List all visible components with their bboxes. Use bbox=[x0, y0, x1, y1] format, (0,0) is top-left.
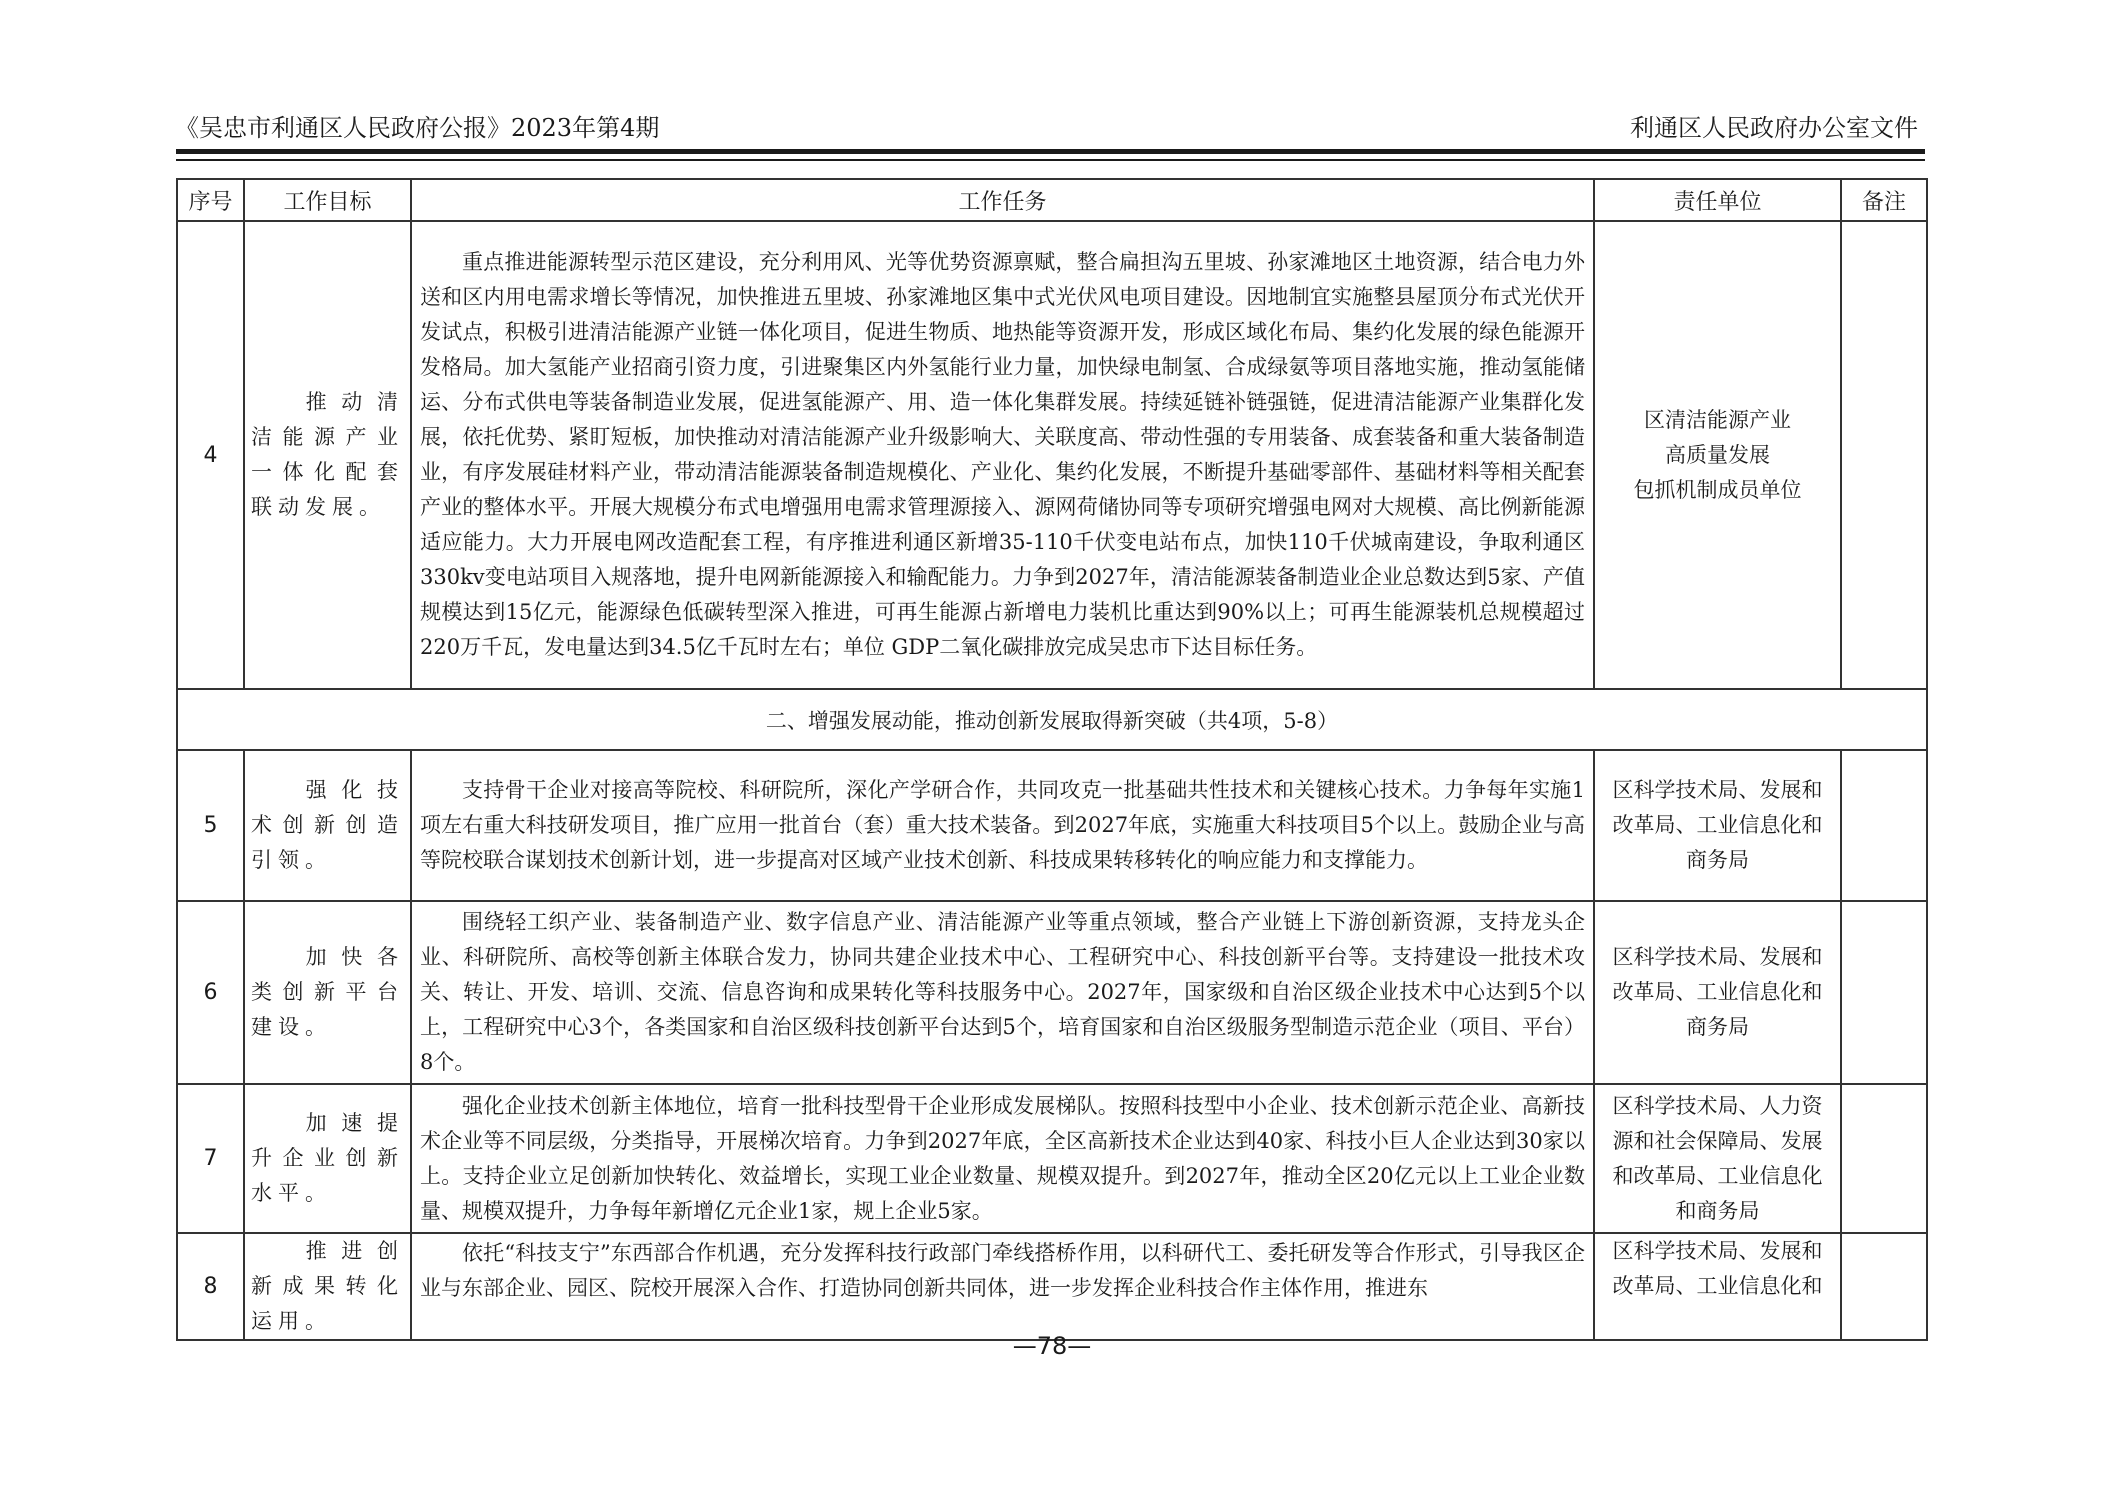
remarks bbox=[1841, 750, 1927, 901]
work-goal bbox=[244, 750, 411, 901]
unit-line: 和改革局、工业信息化 bbox=[1612, 1163, 1823, 1188]
row-number: 5 bbox=[177, 750, 244, 901]
work-task bbox=[411, 1233, 1594, 1340]
unit-line: 区科学技术局、发展和 bbox=[1612, 945, 1823, 969]
unit-line: 和商务局 bbox=[1675, 1198, 1760, 1223]
work-task bbox=[411, 1084, 1594, 1233]
remarks bbox=[1841, 221, 1927, 689]
table-row bbox=[177, 901, 1927, 1084]
unit-line: 区科学技术局、人力资 bbox=[1612, 1093, 1823, 1118]
work-task bbox=[411, 221, 1594, 689]
work-goal-text: 加快各类创新平台建设。 bbox=[251, 945, 404, 1039]
work-goal-text: 推进创新成果转化运用。 bbox=[251, 1239, 404, 1333]
row-number: 8 bbox=[177, 1233, 244, 1340]
office-document-label: 利通区人民政府办公室文件 bbox=[1630, 114, 1918, 142]
remarks bbox=[1841, 901, 1927, 1084]
row-number: 4 bbox=[177, 221, 244, 689]
section-heading-row bbox=[177, 689, 1927, 750]
responsible-unit bbox=[1594, 901, 1841, 1084]
row-number: 6 bbox=[177, 901, 244, 1084]
work-task-text: 围绕轻工织产业、装备制造产业、数字信息产业、清洁能源产业等重点领域，整合产业链上下游创新资源，支持龙头企业、科研院所、高校等创新主体联合发力，协同共建企业技术中心、工程研究中心、科技创新平台等。支持建设一批技术攻关、转让、开发、培训、交流、信息咨询和成果转化等科技服务中心。2027年，国家级和自治区级企业技术中心达到5个以上，工程研究中心3个，各类国家和自治区级科技创新平台达到5个，培育国家和自治区级服务型制造示范企业（项目、平台）8个。 bbox=[420, 910, 1585, 1074]
unit-line: 改革局、工业信息化和 bbox=[1612, 813, 1823, 837]
unit-line: 改革局、工业信息化和 bbox=[1612, 1274, 1823, 1298]
responsible-unit bbox=[1594, 1233, 1841, 1340]
work-task-text: 强化企业技术创新主体地位，培育一批科技型骨干企业形成发展梯队。按照科技型中小企业、技术创新示范企业、高新技术企业等不同层级，分类指导，开展梯次培育。力争到2027年底，全区高新技术企业达到40家、科技小巨人企业达到30家以上。支持企业立足创新加快转化、效益增长，实现工业企业数量、规模双提升。到2027年，推动全区20亿元以上工业企业数量、规模双提升，力争每年新增亿元企业1家，规上企业5家。 bbox=[420, 1093, 1585, 1223]
row-number: 7 bbox=[177, 1084, 244, 1233]
work-goal bbox=[244, 1084, 411, 1233]
work-task-text: 重点推进能源转型示范区建设，充分利用风、光等优势资源禀赋，整合扁担沟五里坡、孙家滩地区土地资源，结合电力外送和区内用电需求增长等情况，加快推进五里坡、孙家滩地区集中式光伏风电项目建设。因地制宜实施整县屋顶分布式光伏开发试点，积极引进清洁能源产业链一体化项目，促进生物质、地热能等资源开发，形成区域化布局、集约化发展的绿色能源开发格局。加大氢能产业招商引资力度，引进聚集区内外氢能行业力量，加快绿电制氢、合成绿氨等项目落地实施，推动氢能储运、分布式供电等装备制造业发展，促进氢能源产、用、造一体化集群发展。持续延链补链强链，促进清洁能源产业集群化发展，依托优势、紧盯短板，加快推动对清洁能源产业升级影响大、关联度高、带动性强的专用装备、成套装备和重大装备制造业，有序发展硅材料产业，带动清洁能源装备制造规模化、产业化、集约化发展，不断提升基础零部件、基础材料等相关配套产业的整体水平。开展大规模分布式电增强用电需求管理源接入、源网荷储协同等专项研究增强电网对大规模、高比例新能源适应能力。大力开展电网改造配套工程，有序推进利通区新增35-110千伏变电站布点，加快110千伏城南建设，争取利通区330kv变电站项目入规落地，提升电网新能源接入和输配能力。力争到2027年，清洁能源装备制造业企业总数达到5家、产值规模达到15亿元，能源绿色低碳转型深入推进，可再生能源占新增电力装机比重达到90%以上；可再生能源装机总规模超过220万千瓦，发电量达到34.5亿千瓦时左右；单位 GDP二氧化碳排放完成吴忠市下达目标任务。 bbox=[420, 250, 1585, 659]
work-goal-text: 推动清洁能源产业一体化配套联动发展。 bbox=[251, 390, 404, 519]
unit-line: 商务局 bbox=[1686, 1015, 1749, 1039]
work-goal bbox=[244, 901, 411, 1084]
bulletin-title: 《吴忠市利通区人民政府公报》2023年第4期 bbox=[175, 114, 660, 142]
responsible-unit bbox=[1594, 750, 1841, 901]
col-header-no: 序号 bbox=[177, 179, 244, 221]
work-task-table bbox=[176, 178, 1928, 1341]
unit-line: 区科学技术局、发展和 bbox=[1612, 778, 1823, 802]
remarks bbox=[1841, 1084, 1927, 1233]
col-header-unit: 责任单位 bbox=[1594, 179, 1841, 221]
table-row bbox=[177, 221, 1927, 689]
work-goal bbox=[244, 1233, 411, 1340]
table-row bbox=[177, 750, 1927, 901]
unit-line: 商务局 bbox=[1686, 848, 1749, 872]
table-row bbox=[177, 1233, 1927, 1340]
page-number: —78— bbox=[1012, 1332, 1092, 1360]
unit-line: 区科学技术局、发展和 bbox=[1612, 1239, 1823, 1263]
unit-line: 源和社会保障局、发展 bbox=[1612, 1128, 1823, 1153]
unit-line: 包抓机制成员单位 bbox=[1633, 477, 1802, 502]
unit-line: 区清洁能源产业 bbox=[1644, 407, 1791, 432]
work-task-text: 依托“科技支宁”东西部合作机遇，充分发挥科技行政部门牵线搭桥作用，以科研代工、委托研发等合作形式，引导我区企业与东部企业、园区、院校开展深入合作、打造协同创新共同体，进一步发挥企业科技合作主体作用，推进东 bbox=[420, 1241, 1585, 1300]
responsible-unit bbox=[1594, 1084, 1841, 1233]
header-thick-rule bbox=[176, 149, 1925, 154]
header-thin-rule bbox=[176, 159, 1925, 161]
work-task bbox=[411, 901, 1594, 1084]
work-goal-text: 加速提升企业创新水平。 bbox=[251, 1111, 404, 1205]
work-goal-text: 强化技术创新创造引领。 bbox=[251, 778, 404, 872]
col-header-note: 备注 bbox=[1841, 179, 1927, 221]
table-row bbox=[177, 1084, 1927, 1233]
work-goal bbox=[244, 221, 411, 689]
unit-line: 高质量发展 bbox=[1665, 442, 1770, 467]
remarks bbox=[1841, 1233, 1927, 1340]
col-header-goal: 工作目标 bbox=[244, 179, 411, 221]
work-task bbox=[411, 750, 1594, 901]
table-header-row bbox=[177, 179, 1927, 221]
section-heading: 二、增强发展动能，推动创新发展取得新突破（共4项，5-8） bbox=[177, 689, 1927, 750]
unit-line: 改革局、工业信息化和 bbox=[1612, 980, 1823, 1004]
responsible-unit bbox=[1594, 221, 1841, 689]
col-header-task: 工作任务 bbox=[411, 179, 1594, 221]
work-task-text: 支持骨干企业对接高等院校、科研院所，深化产学研合作，共同攻克一批基础共性技术和关键核心技术。力争每年实施1项左右重大科技研发项目，推广应用一批首台（套）重大技术装备。到2027年底，实施重大科技项目5个以上。鼓励企业与高等院校联合谋划技术创新计划，进一步提高对区域产业技术创新、科技成果转移转化的响应能力和支撑能力。 bbox=[420, 778, 1585, 872]
